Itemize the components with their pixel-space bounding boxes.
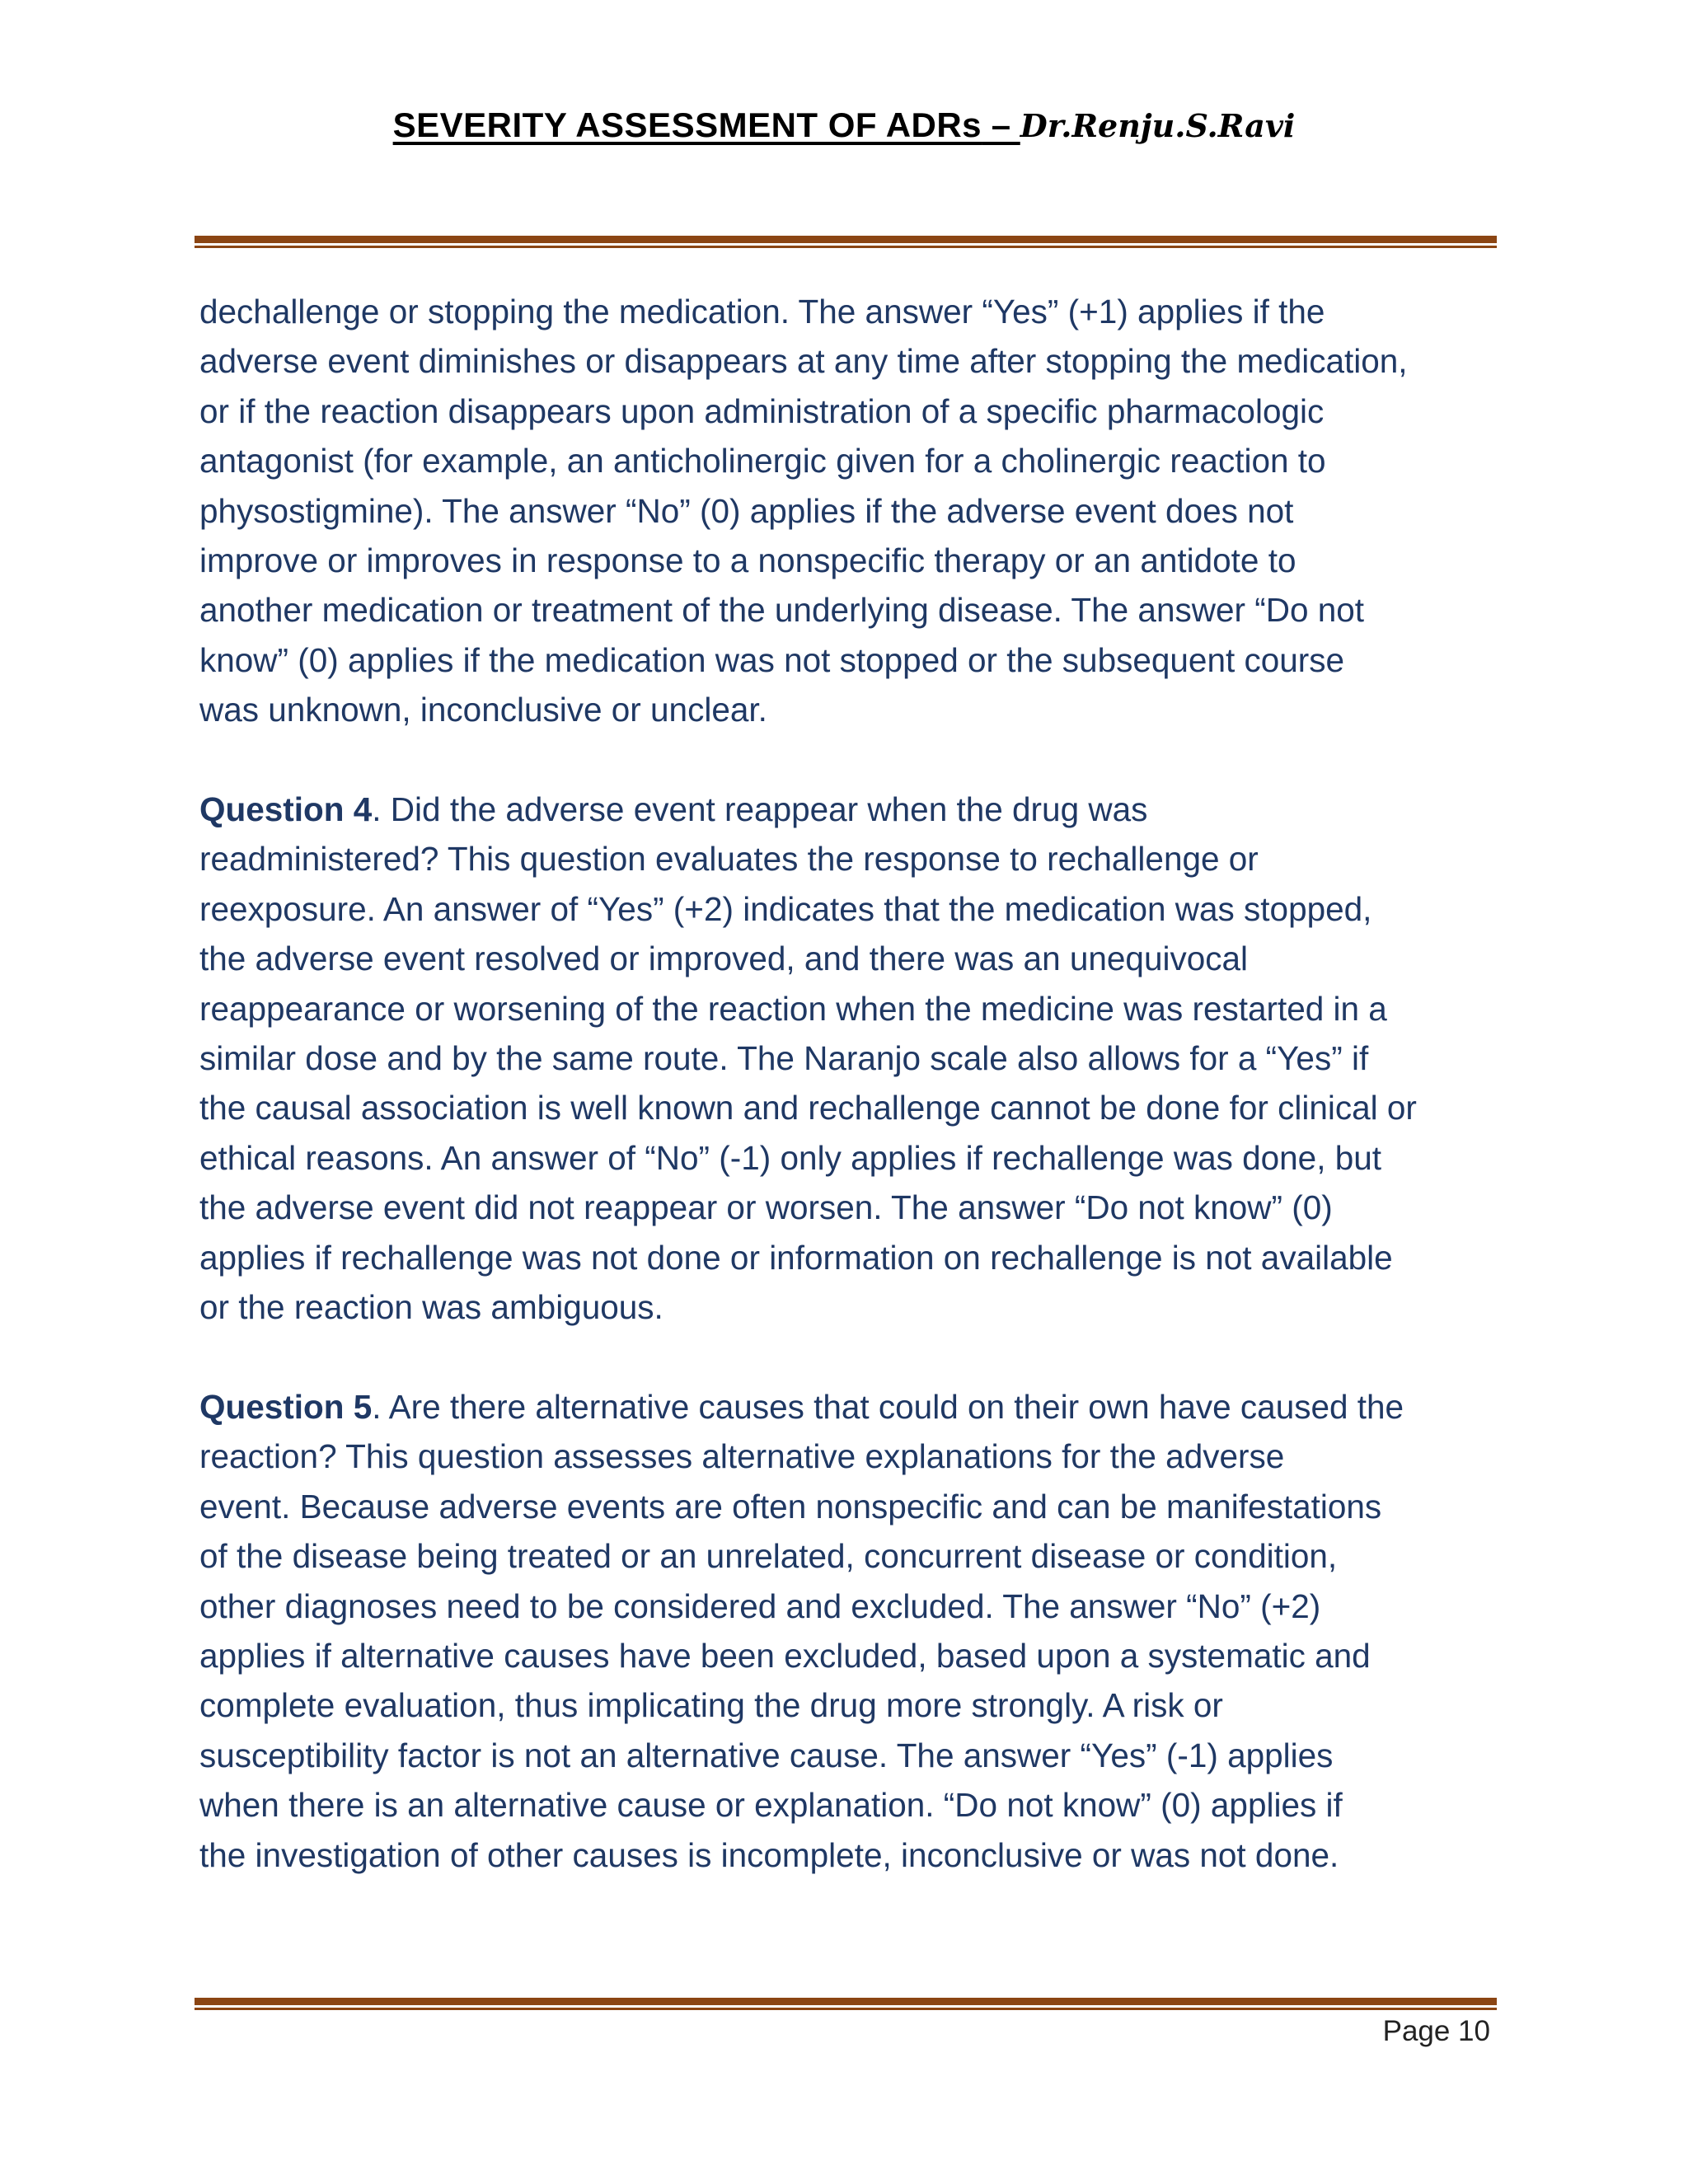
paragraph-spacer <box>199 1333 1502 1382</box>
title-separator: – <box>982 105 1020 144</box>
text-line: physostigmine). The answer “No” (0) applies if the adverse event does not <box>199 491 1294 530</box>
paragraph-question-5 <box>199 1382 1502 1880</box>
footer-divider <box>195 1998 1497 2010</box>
text-line: the adverse event resolved or improved, and there was an unequivocal <box>199 940 1249 978</box>
text-line: adverse event diminishes or disappears at any time after stopping the medication, <box>199 342 1408 381</box>
text-line: reaction? This question assesses alternative explanations for the adverse <box>199 1437 1285 1476</box>
text-line: dechallenge or stopping the medication. The answer “Yes” (+1) applies if the <box>199 293 1325 330</box>
page-header <box>0 102 1688 149</box>
body-content <box>199 287 1502 1880</box>
text-line: know” (0) applies if the medication was not stopped or the subsequent course <box>199 640 1345 679</box>
text-line: the adverse event did not reappear or worsen. The answer “Do not know” (0) <box>199 1188 1333 1227</box>
text-line: similar dose and by the same route. The Naranjo scale also allows for a “Yes” if <box>199 1039 1369 1078</box>
text-line: event. Because adverse events are often nonspecific and can be manifestations <box>199 1487 1382 1526</box>
header-divider <box>195 236 1497 248</box>
text-line: reexposure. An answer of “Yes” (+2) indicates that the medication was stopped, <box>199 889 1372 928</box>
paragraph-dechallenge <box>199 287 1502 735</box>
author-name: Dr.Renju.S.Ravi <box>1020 107 1296 144</box>
text-line: reappearance or worsening of the reaction when the medicine was restarted in a <box>199 989 1387 1028</box>
text-line <box>199 1382 1502 1432</box>
text-line: antagonist (for example, an anticholinergic given for a cholinergic reaction to <box>199 442 1326 480</box>
text-line: the investigation of other causes is incomplete, inconclusive or was not done. <box>199 1835 1339 1874</box>
text-line: or the reaction was ambiguous. <box>199 1288 663 1327</box>
question-5-text: . Are there alternative causes that could on their own have caused the <box>372 1387 1404 1426</box>
text-line: improve or improves in response to a nonspecific therapy or an antidote to <box>199 541 1296 580</box>
text-line: applies if alternative causes have been excluded, based upon a systematic and <box>199 1636 1371 1675</box>
question-5-label: Question 5 <box>199 1387 373 1426</box>
question-4-label: Question 4 <box>199 790 373 829</box>
text-line: the causal association is well known and rechallenge cannot be done for clinical or <box>199 1089 1417 1127</box>
text-line: susceptibility factor is not an alternative cause. The answer “Yes” (-1) applies <box>199 1736 1334 1774</box>
text-line: was unknown, inconclusive or unclear. <box>199 691 767 729</box>
text-line: another medication or treatment of the underlying disease. The answer “Do not <box>199 591 1365 630</box>
text-line: applies if rechallenge was not done or information on rechallenge is not available <box>199 1238 1393 1277</box>
text-line: or if the reaction disappears upon administration of a specific pharmacologic <box>199 391 1325 430</box>
text-line: ethical reasons. An answer of “No” (-1) only applies if rechallenge was done, but <box>199 1138 1382 1177</box>
paragraph-question-4 <box>199 785 1502 1332</box>
question-4-text: . Did the adverse event reappear when the drug was <box>372 790 1148 829</box>
paragraph-spacer <box>199 735 1502 785</box>
text-line: complete evaluation, thus implicating the drug more strongly. A risk or <box>199 1686 1223 1725</box>
text-line: when there is an alternative cause or explanation. “Do not know” (0) applies if <box>199 1786 1343 1825</box>
page-number: Page 10 <box>1382 2015 1490 2047</box>
text-line <box>199 785 1502 834</box>
text-line: readministered? This question evaluates the response to rechallenge or <box>199 840 1259 879</box>
text-line: of the disease being treated or an unrelated, concurrent disease or condition, <box>199 1537 1338 1576</box>
document-title: SEVERITY ASSESSMENT OF ADRs <box>392 105 982 144</box>
text-line: other diagnoses need to be considered and excluded. The answer “No” (+2) <box>199 1586 1321 1625</box>
